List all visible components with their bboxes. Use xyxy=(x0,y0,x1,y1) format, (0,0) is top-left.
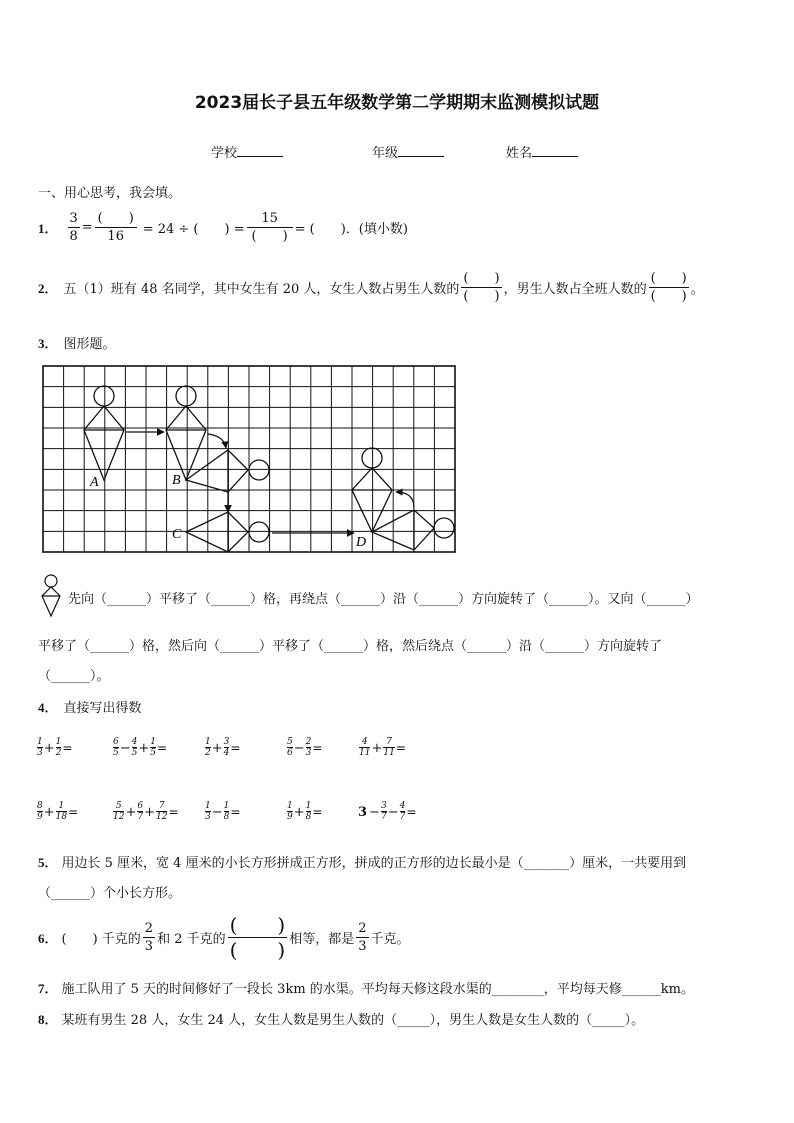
grade-label: 年级 xyxy=(372,146,399,161)
fraction xyxy=(381,802,387,822)
operator: − xyxy=(211,804,223,820)
numerator: 1 xyxy=(205,801,211,811)
operator: − xyxy=(369,804,380,820)
operator: + xyxy=(43,740,55,756)
numerator: 1 xyxy=(287,801,293,811)
denominator: 5 xyxy=(150,748,157,758)
q5-text-2[interactable]: （______）个小长方形。 xyxy=(38,886,182,901)
numerator: 6 xyxy=(137,801,144,811)
question-1 xyxy=(38,212,408,243)
numerator: 4 xyxy=(361,737,368,747)
q6-fraction-2: $\frac{2}{3}$ xyxy=(358,921,367,954)
numerator: 1 xyxy=(150,737,157,747)
fraction xyxy=(156,802,167,822)
calc-row-2-expr-3[interactable] xyxy=(204,802,240,822)
q3-fill-line-3[interactable]: （______）。 xyxy=(38,669,110,684)
equals-sign: = xyxy=(406,805,417,819)
q6-number: 6． xyxy=(38,931,58,946)
denominator: 4 xyxy=(223,748,230,758)
numerator: 1 xyxy=(205,737,211,747)
school-blank[interactable] xyxy=(237,144,283,157)
question-7 xyxy=(38,978,694,997)
operator: − xyxy=(387,804,399,820)
q1-fraction-b[interactable]: $\frac{( )}{16}$ xyxy=(95,212,137,243)
fraction xyxy=(224,802,230,822)
numerator: 5 xyxy=(287,737,293,747)
denominator: 8 xyxy=(223,812,230,822)
rotation-arrow-b xyxy=(208,434,226,448)
fraction xyxy=(359,738,370,758)
operator: + xyxy=(293,804,305,820)
school-field[interactable] xyxy=(211,142,283,161)
q6-text-1[interactable]: ( ) 千克的 xyxy=(61,932,141,947)
q2-number: 2． xyxy=(38,281,58,296)
denominator: 2 xyxy=(205,748,211,758)
denominator: 18 xyxy=(55,812,68,822)
operator: + xyxy=(138,740,150,756)
figure-c xyxy=(186,512,269,552)
q1-tail: = ( )．(填小数) xyxy=(294,222,408,237)
equals-sign: = xyxy=(230,741,241,755)
numerator: 1 xyxy=(305,801,312,811)
calc-row-1-expr-5[interactable] xyxy=(358,738,406,758)
rotation-arrow-d xyxy=(396,492,414,508)
denominator: 11 xyxy=(359,748,371,758)
calc-row-2-expr-1[interactable] xyxy=(36,802,78,822)
operator: + xyxy=(125,804,137,820)
q8-text[interactable]: 某班有男生 28 人，女生 24 人，女生人数是男生人数的（_____），男生人数是女生人数的（_____）。 xyxy=(61,1013,645,1028)
fraction xyxy=(137,802,143,822)
q2-text-1: 五（1）班有 48 名同学，其中女生有 20 人，女生人数占男生人数的 xyxy=(63,282,460,297)
fraction xyxy=(287,738,293,758)
fraction xyxy=(132,738,138,758)
question-2 xyxy=(38,272,704,303)
q8-number: 8． xyxy=(38,1012,58,1027)
q6-text-4: 千克。 xyxy=(370,932,410,947)
denominator: 7 xyxy=(380,812,387,822)
figure-d xyxy=(352,448,454,550)
name-blank[interactable] xyxy=(532,144,578,157)
fraction xyxy=(287,802,293,822)
question-8 xyxy=(38,1009,644,1028)
fraction xyxy=(56,738,62,758)
numerator: 3 xyxy=(223,737,230,747)
operator: + xyxy=(371,740,383,756)
numerator: 7 xyxy=(386,737,392,747)
q4-text: 直接写出得数 xyxy=(63,701,142,716)
kite-figure-icon xyxy=(38,574,64,620)
equals-sign: = xyxy=(68,805,79,819)
fraction xyxy=(306,802,312,822)
calc-row-1-expr-3[interactable] xyxy=(204,738,240,758)
denominator: 6 xyxy=(287,748,293,758)
q6-blank[interactable]: $\frac{( )}{( )}$ xyxy=(229,913,286,962)
q6-text-3: 相等，都是 xyxy=(289,932,355,947)
figure-b-rotated xyxy=(186,450,269,492)
calc-row-2-expr-2[interactable] xyxy=(112,802,179,822)
numerator: 1 xyxy=(55,737,62,747)
equals-sign: = xyxy=(168,805,179,819)
calc-row-2-expr-5[interactable] xyxy=(358,802,416,822)
numerator: 1 xyxy=(58,801,65,811)
q6-text-2: 和 2 千克的 xyxy=(157,932,226,947)
numerator: 2 xyxy=(305,737,312,747)
question-6 xyxy=(38,915,410,960)
denominator: 7 xyxy=(399,812,406,822)
figure-a xyxy=(84,386,124,480)
calc-row-1-expr-4[interactable] xyxy=(286,738,322,758)
equals-sign: = xyxy=(230,805,241,819)
denominator: 3 xyxy=(205,812,211,822)
fraction xyxy=(113,802,124,822)
denominator: 8 xyxy=(305,812,312,822)
label-a: A xyxy=(90,475,99,490)
calc-row-2-expr-4[interactable] xyxy=(286,802,322,822)
denominator: 12 xyxy=(113,812,125,822)
denominator: 5 xyxy=(113,748,119,758)
operator: + xyxy=(43,804,55,820)
numerator: 4 xyxy=(399,801,406,811)
grade-field[interactable] xyxy=(372,142,444,161)
q5-text-1[interactable]: 用边长 5 厘米，宽 4 厘米的小长方形拼成正方形，拼成的正方形的边长最小是（_______）厘米，一共要用到 xyxy=(61,856,687,871)
fraction xyxy=(56,802,67,822)
numerator: 4 xyxy=(131,737,138,747)
q3-fill-line-2[interactable]: 平移了（______）格，然后向（______）平移了（______）格，然后绕点（______）沿（______）方向旋转了 xyxy=(38,639,663,654)
fraction xyxy=(383,738,394,758)
question-4 xyxy=(38,697,142,716)
q2-blank-2[interactable]: $\frac{( )}{( )}$ xyxy=(650,271,687,304)
operator: − xyxy=(119,740,131,756)
denominator: 9 xyxy=(287,812,293,822)
name-field[interactable] xyxy=(506,142,578,161)
name-label: 姓名 xyxy=(506,146,533,161)
q2-blank-1[interactable]: $\frac{( )}{( )}$ xyxy=(463,271,500,304)
fraction xyxy=(224,738,230,758)
numerator: 8 xyxy=(37,801,43,811)
fraction xyxy=(205,802,211,822)
q3-fill-line-1[interactable]: 先向（______）平移了（______）格，再绕点（______）沿（______）方向旋转了（______）。又向（______） xyxy=(68,592,699,607)
q1-equals: = xyxy=(81,220,93,235)
operator: − xyxy=(293,740,305,756)
q3-grid-figure xyxy=(38,362,458,556)
equals-sign: = xyxy=(312,741,323,755)
q5-number: 5． xyxy=(38,855,58,870)
calc-row-1-expr-2[interactable] xyxy=(112,738,167,758)
calc-row-1-expr-1[interactable] xyxy=(36,738,72,758)
q6-fraction-1: $\frac{2}{3}$ xyxy=(144,921,154,954)
equals-sign: = xyxy=(62,741,73,755)
fraction xyxy=(37,738,43,758)
denominator: 12 xyxy=(156,812,168,822)
q2-text-3: 。 xyxy=(690,282,704,297)
section-1-heading: 一、用心思考，我会填。 xyxy=(38,186,182,201)
fraction xyxy=(150,738,156,758)
grid-lines xyxy=(43,366,455,552)
question-5-line-1 xyxy=(38,852,686,871)
label-d: D xyxy=(356,535,367,550)
q3-text: 图形题。 xyxy=(63,337,116,352)
fraction xyxy=(205,738,211,758)
label-b: B xyxy=(172,473,181,488)
denominator: 2 xyxy=(55,748,62,758)
numerator: 7 xyxy=(158,801,165,811)
equals-sign: = xyxy=(395,741,406,755)
numerator: 1 xyxy=(37,737,43,747)
denominator: 7 xyxy=(137,812,144,822)
q1-number: 1． xyxy=(38,221,58,236)
numerator: 1 xyxy=(223,801,230,811)
denominator: 9 xyxy=(37,812,43,822)
equals-sign: = xyxy=(312,805,323,819)
lead-number: 3 xyxy=(358,804,368,820)
q4-number: 4． xyxy=(38,700,58,715)
q3-number: 3． xyxy=(38,336,58,351)
figure-b xyxy=(166,386,206,480)
grade-blank[interactable] xyxy=(398,144,444,157)
denominator: 3 xyxy=(305,748,312,758)
q7-text[interactable]: 施工队用了 5 天的时间修好了一段长 3km 的水渠。平均每天修这段水渠的________，平均每天修______km。 xyxy=(61,982,694,997)
fraction xyxy=(306,738,312,758)
operator: + xyxy=(144,804,155,820)
q2-text-2: ，男生人数占全班人数的 xyxy=(503,282,647,297)
denominator: 11 xyxy=(383,748,395,758)
q1-fraction-c[interactable]: $\frac{15}{( )}$ xyxy=(247,212,293,243)
denominator: 5 xyxy=(131,748,138,758)
equals-sign: = xyxy=(157,741,168,755)
page-title: 2023届长子县五年级数学第二学期期末监测模拟试题 xyxy=(194,93,600,113)
q7-number: 7． xyxy=(38,981,58,996)
q1-middle: = 24 ÷ ( ) = xyxy=(142,222,245,237)
fraction xyxy=(37,802,43,822)
label-c: C xyxy=(172,527,182,542)
numerator: 3 xyxy=(380,801,387,811)
operator: + xyxy=(211,740,223,756)
numerator: 5 xyxy=(115,801,122,811)
fraction xyxy=(400,802,406,822)
fraction xyxy=(113,738,119,758)
denominator: 3 xyxy=(37,748,43,758)
question-3 xyxy=(38,333,116,352)
school-label: 学校 xyxy=(211,146,238,161)
q1-fraction-a: $\frac{3}{8}$ xyxy=(69,211,78,244)
numerator: 6 xyxy=(113,737,119,747)
